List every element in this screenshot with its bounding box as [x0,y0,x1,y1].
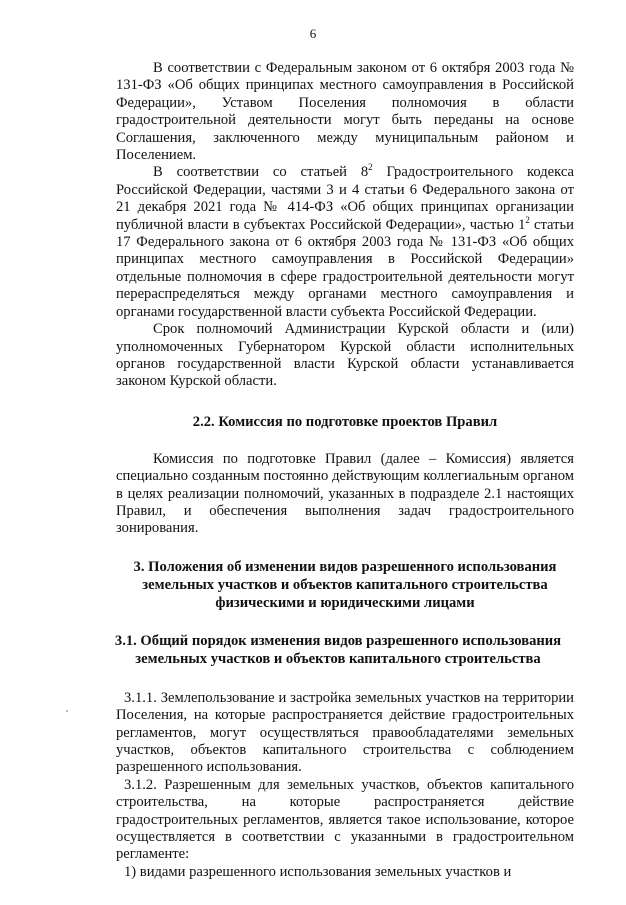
heading-3-change-of-use: 3. Положения об изменении видов разрешенного использования земельных участков и объектов капитального строительства физическими и юридическими лицами [133,558,557,611]
paragraph-3-1-1: 3.1.1. Землепользование и застройка земельных участков на территории Поселения, на которые распространяется действие градостроительных регламентов, могут осуществляться правообладателями земельных участков, объектов капитального строительства с соблюдением разрешенного использования. [116,689,574,776]
scan-speck [66,710,68,712]
document-body [116,60,574,881]
heading-2-2-commission: 2.2. Комиссия по подготовке проектов Правил [192,413,498,430]
paragraph-article-8-2-part-a: В соответствии со статьей 8 [153,164,369,181]
paragraph-article-8-2 [116,164,574,321]
paragraph-3-1-2: 3.1.2. Разрешенным для земельных участков, объектов капитального строительства, на которые распространяется действие градостроительных регламентов, является такое использование, которое осуществляется в соответствии с указанными в градостроительном регламенте: [116,776,574,863]
paragraph-article-8-2-part-c: статьи 17 Федерального закона от 6 октября 2003 года № 131-ФЗ «Об общих принципах местного самоуправления в Российской Федерации» отдельные полномочия в сфере градостроительной деятельности могут перераспределяться между органами местного самоуправления и органами государственной власти субъекта Российской Федерации. [116,216,574,320]
paragraph-federal-law-131: В соответствии с Федеральным законом от 6 октября 2003 года № 131-ФЗ «Об общих принципах местного самоуправления в Российской Федерации», Уставом Поселения полномочия в области градостроительной деятельности могут быть переданы на основе Соглашения, заключенного между муниципальным районом и Поселением. [116,60,574,164]
paragraph-article-8-2-part-b: Градостроительного кодекса Российской Федерации, частями 3 и 4 статьи 6 Федерального закона от 21 декабря 2021 года № 414-ФЗ «Об общих принципах организации публичной власти в субъектах Российской Федерации», частью 1 [116,164,574,233]
page-number: 6 [309,26,317,41]
paragraph-commission: Комиссия по подготовке Правил (далее – Комиссия) является специально созданным постоянно действующим коллегиальным органом в целях реализации полномочий, указанных в подразделе 2.1 настоящих Правил, и обеспечения выполнения задач градостроительного зонирования. [116,450,574,537]
paragraph-item-1: 1) видами разрешенного использования земельных участков и [124,863,512,880]
paragraph-term-of-powers: Срок полномочий Администрации Курской области и (или) уполномоченных Губернатором Курской области исполнительных органов государственной власти Курской области устанавливается законом Курской области. [116,321,574,390]
superscript-article-8: 2 [368,162,373,173]
heading-3-1-general-procedure: 3.1. Общий порядок изменения видов разрешенного использования земельных участков и объектов капитального строительства [114,632,562,667]
superscript-part-1: 2 [525,214,530,225]
